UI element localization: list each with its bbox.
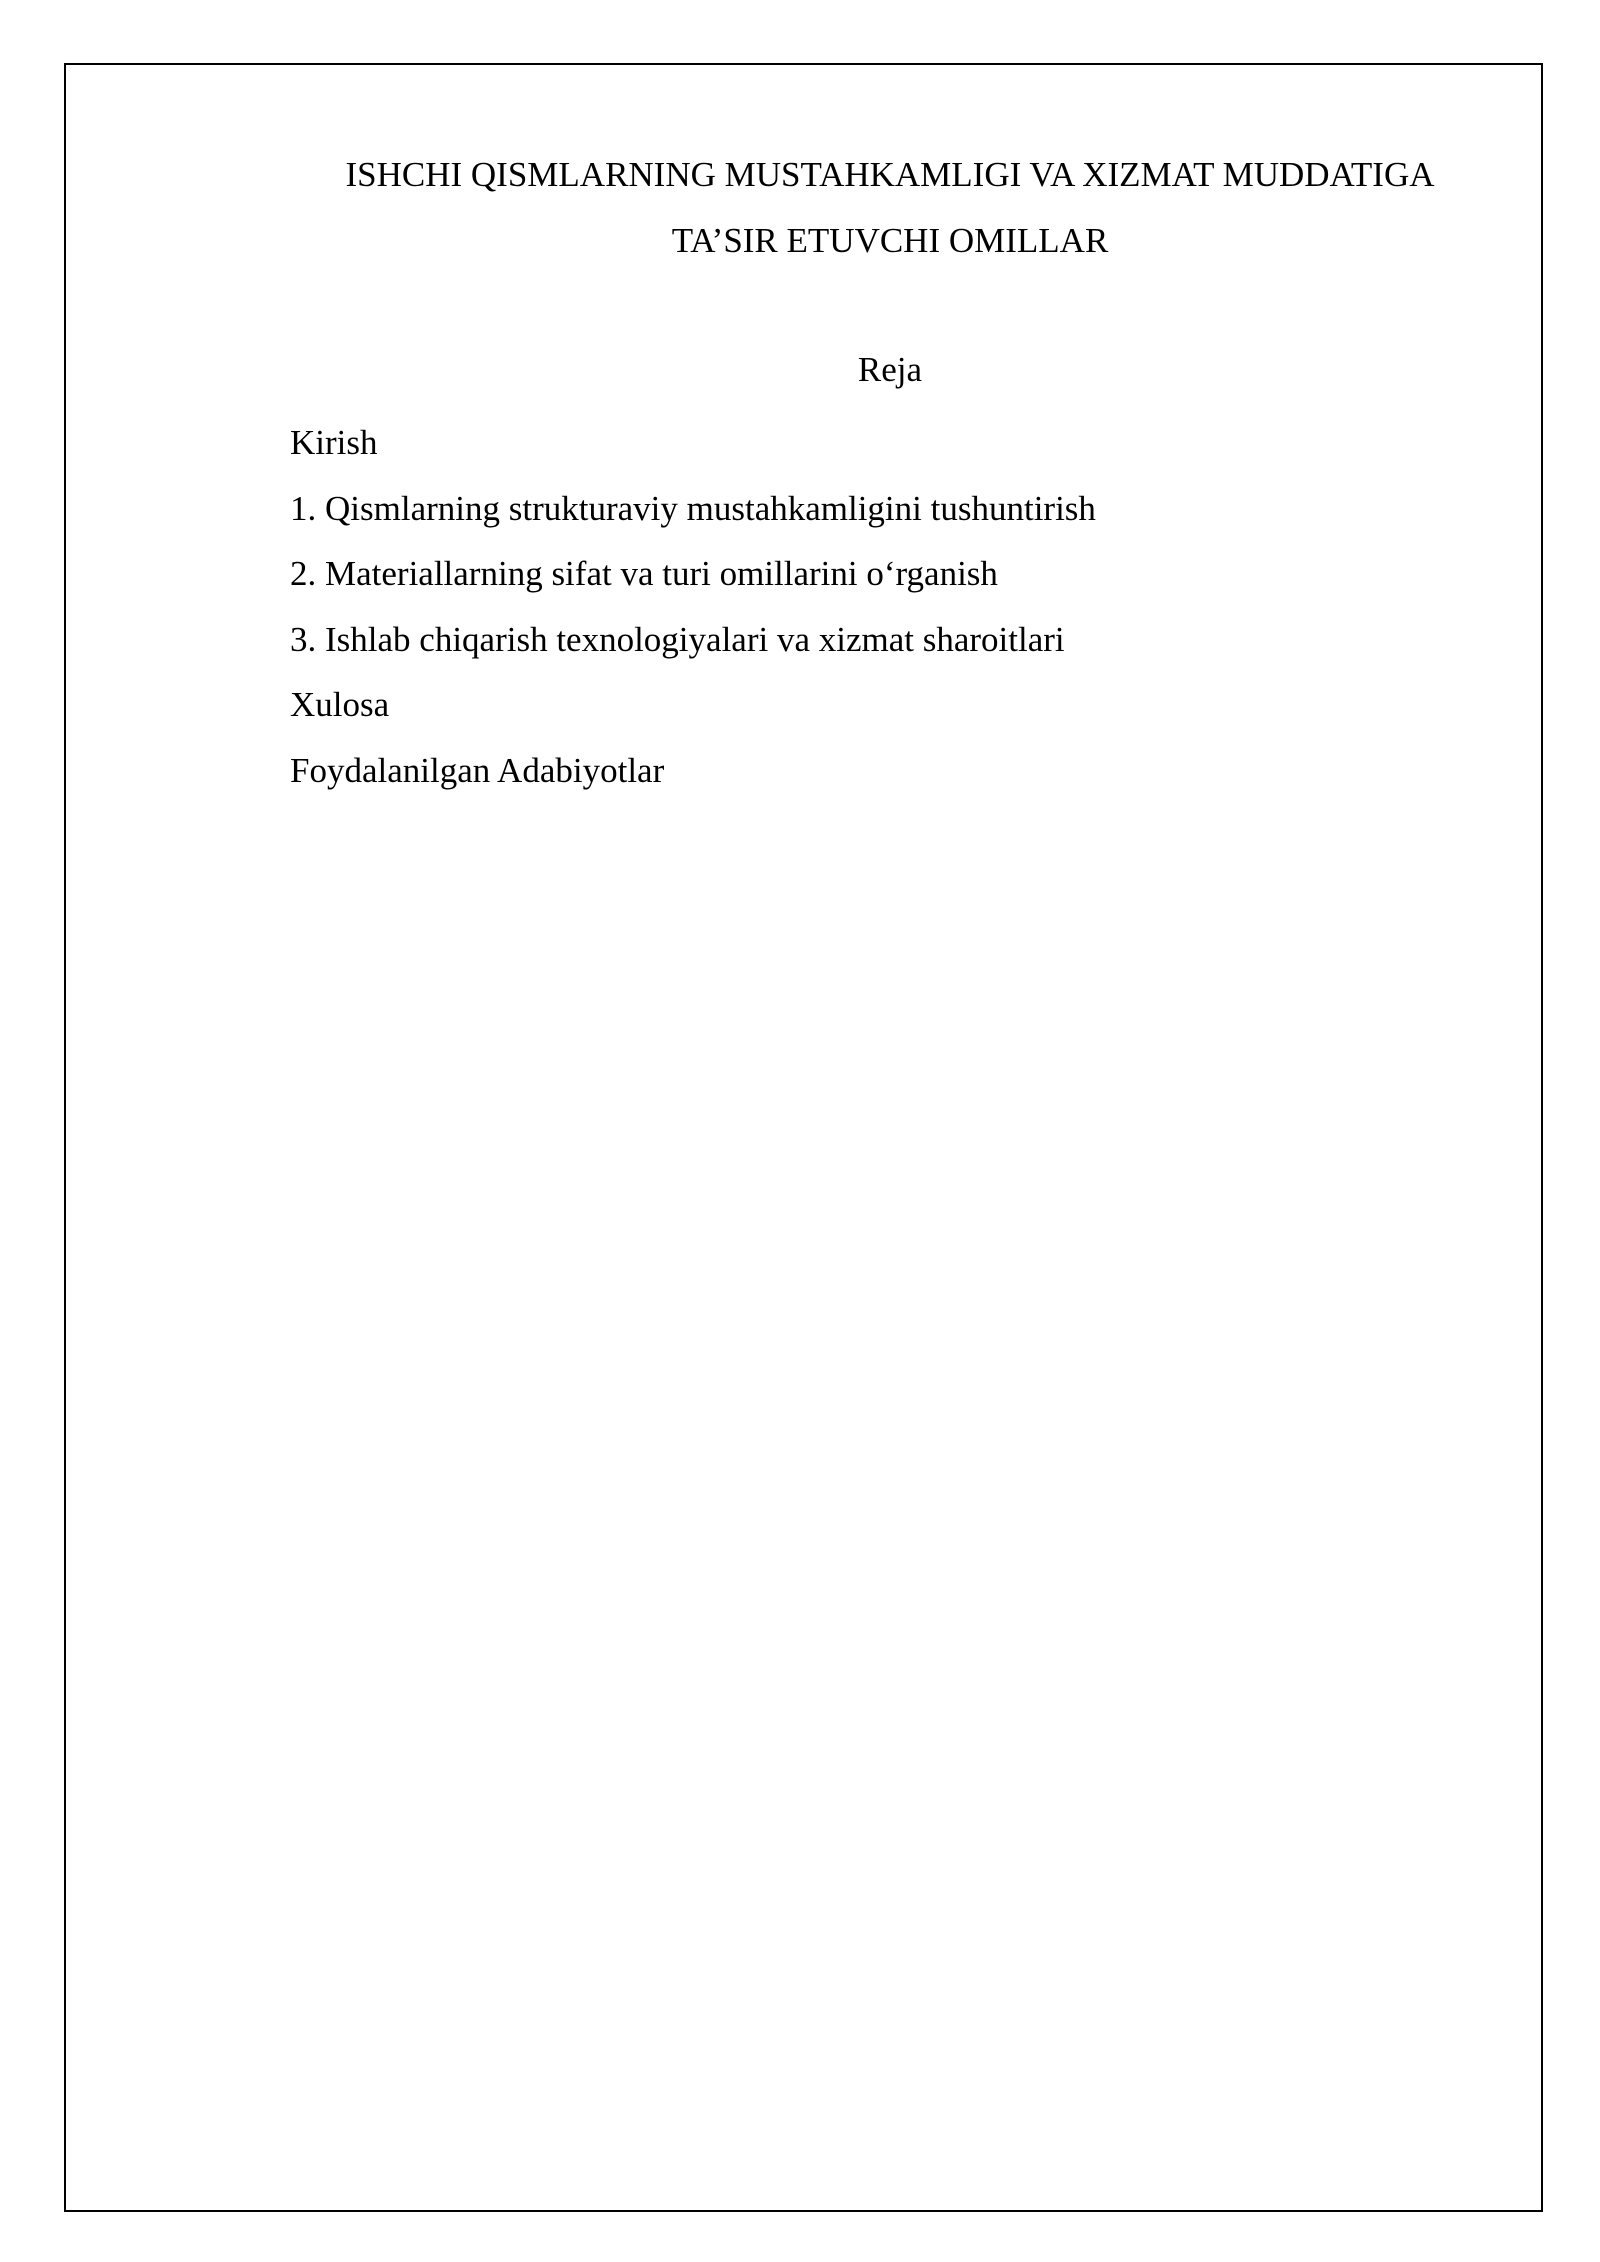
plan-item-2: 2. Materiallarning sifat va turi omillarini o‘rganish	[290, 554, 998, 593]
plan-item-3: 3. Ishlab chiqarish texnologiyalari va xizmat sharoitlari	[290, 619, 1065, 659]
plan-item-references: Foydalanilgan Adabiyotlar	[290, 750, 665, 790]
plan-heading: Reja	[857, 350, 923, 389]
plan-item-1: 1. Qismlarning strukturaviy mustahkamligini tushuntirish	[290, 488, 1096, 528]
plan-item-conclusion: Xulosa	[290, 685, 390, 724]
title-line-2: TA’SIR ETUVCHI OMILLAR	[671, 221, 1109, 260]
document-title	[290, 142, 1490, 274]
title-line-1: ISHCHI QISMLARNING MUSTAHKAMLIGI VA XIZMAT MUDDATIGA	[345, 155, 1435, 194]
plan-list	[290, 410, 1096, 803]
plan-item-introduction: Kirish	[290, 423, 378, 462]
